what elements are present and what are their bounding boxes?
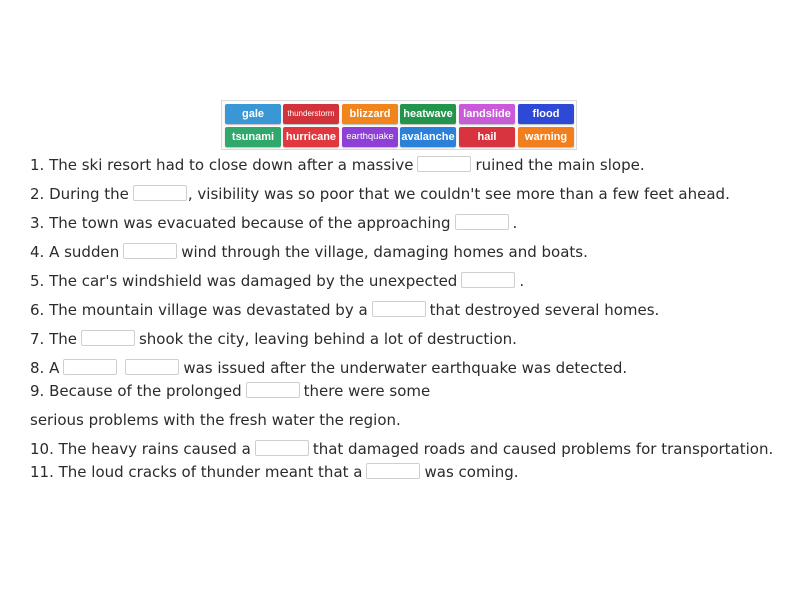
sentence-9-continued (30, 410, 401, 430)
word-tile-blizzard[interactable]: blizzard (342, 104, 398, 124)
answer-blank[interactable] (255, 440, 309, 456)
sentence-text: 4. A sudden (30, 243, 120, 261)
sentence-7 (30, 329, 517, 349)
answer-blank[interactable] (246, 382, 300, 398)
sentence-text: 1. The ski resort had to close down after a massive (30, 156, 414, 174)
sentence-text: was coming. (424, 463, 519, 481)
word-tile-thunderstorm[interactable]: thunderstorm (283, 104, 339, 124)
sentence-4 (30, 242, 588, 262)
sentence-text: 6. The mountain village was devastated by a (30, 301, 368, 319)
word-tile-hurricane[interactable]: hurricane (283, 127, 339, 147)
sentence-text: shook the city, leaving behind a lot of destruction. (138, 330, 517, 348)
answer-blank[interactable] (417, 156, 471, 172)
sentence-text: 5. The car's windshield was damaged by the unexpected (30, 272, 458, 290)
sentence-text: 2. During the (30, 185, 129, 203)
sentence-text: 10. The heavy rains caused a (30, 440, 251, 458)
sentence-text: ruined the main slope. (475, 156, 645, 174)
word-tile-heatwave[interactable]: heatwave (400, 104, 456, 124)
sentence-text: 11. The loud cracks of thunder meant that a (30, 463, 363, 481)
sentence-text: . (512, 214, 518, 232)
sentence-5 (30, 271, 524, 291)
sentence-1 (30, 155, 645, 175)
sentence-text: that damaged roads and caused problems for transportation. (312, 440, 774, 458)
answer-blank[interactable] (123, 243, 177, 259)
answer-blank[interactable] (372, 301, 426, 317)
sentence-text: 9. Because of the prolonged (30, 382, 242, 400)
sentence-text: that destroyed several homes. (429, 301, 660, 319)
answer-blank[interactable] (455, 214, 509, 230)
word-tile-flood[interactable]: flood (518, 104, 574, 124)
sentence-9 (30, 381, 430, 401)
sentence-2 (30, 184, 730, 204)
word-tile-avalanche[interactable]: avalanche (400, 127, 456, 147)
word-tile-earthquake[interactable]: earthquake (342, 127, 398, 147)
answer-blank[interactable] (366, 463, 420, 479)
answer-blank[interactable] (63, 359, 117, 375)
sentence-10 (30, 439, 773, 459)
sentence-11 (30, 462, 519, 482)
sentence-text: wind through the village, damaging homes and boats. (181, 243, 588, 261)
sentence-text: 3. The town was evacuated because of the approaching (30, 214, 451, 232)
word-bank (221, 100, 577, 150)
sentence-text: serious problems with the fresh water the region. (30, 411, 401, 429)
answer-blank[interactable] (133, 185, 187, 201)
word-tile-hail[interactable]: hail (459, 127, 515, 147)
sentence-text: there were some (303, 382, 431, 400)
answer-blank[interactable] (81, 330, 135, 346)
word-tile-warning[interactable]: warning (518, 127, 574, 147)
word-tile-gale[interactable]: gale (225, 104, 281, 124)
answer-blank[interactable] (461, 272, 515, 288)
word-tile-landslide[interactable]: landslide (459, 104, 515, 124)
answer-blank[interactable] (125, 359, 179, 375)
sentence-text: 8. A (30, 359, 60, 377)
sentence-text: was issued after the underwater earthquake was detected. (183, 359, 628, 377)
sentence-8 (30, 358, 627, 378)
sentence-text: . (519, 272, 525, 290)
sentence-text: , visibility was so poor that we couldn't see more than a few feet ahead. (187, 185, 730, 203)
word-tile-tsunami[interactable]: tsunami (225, 127, 281, 147)
sentence-6 (30, 300, 659, 320)
sentence-text: 7. The (30, 330, 77, 348)
sentence-3 (30, 213, 517, 233)
